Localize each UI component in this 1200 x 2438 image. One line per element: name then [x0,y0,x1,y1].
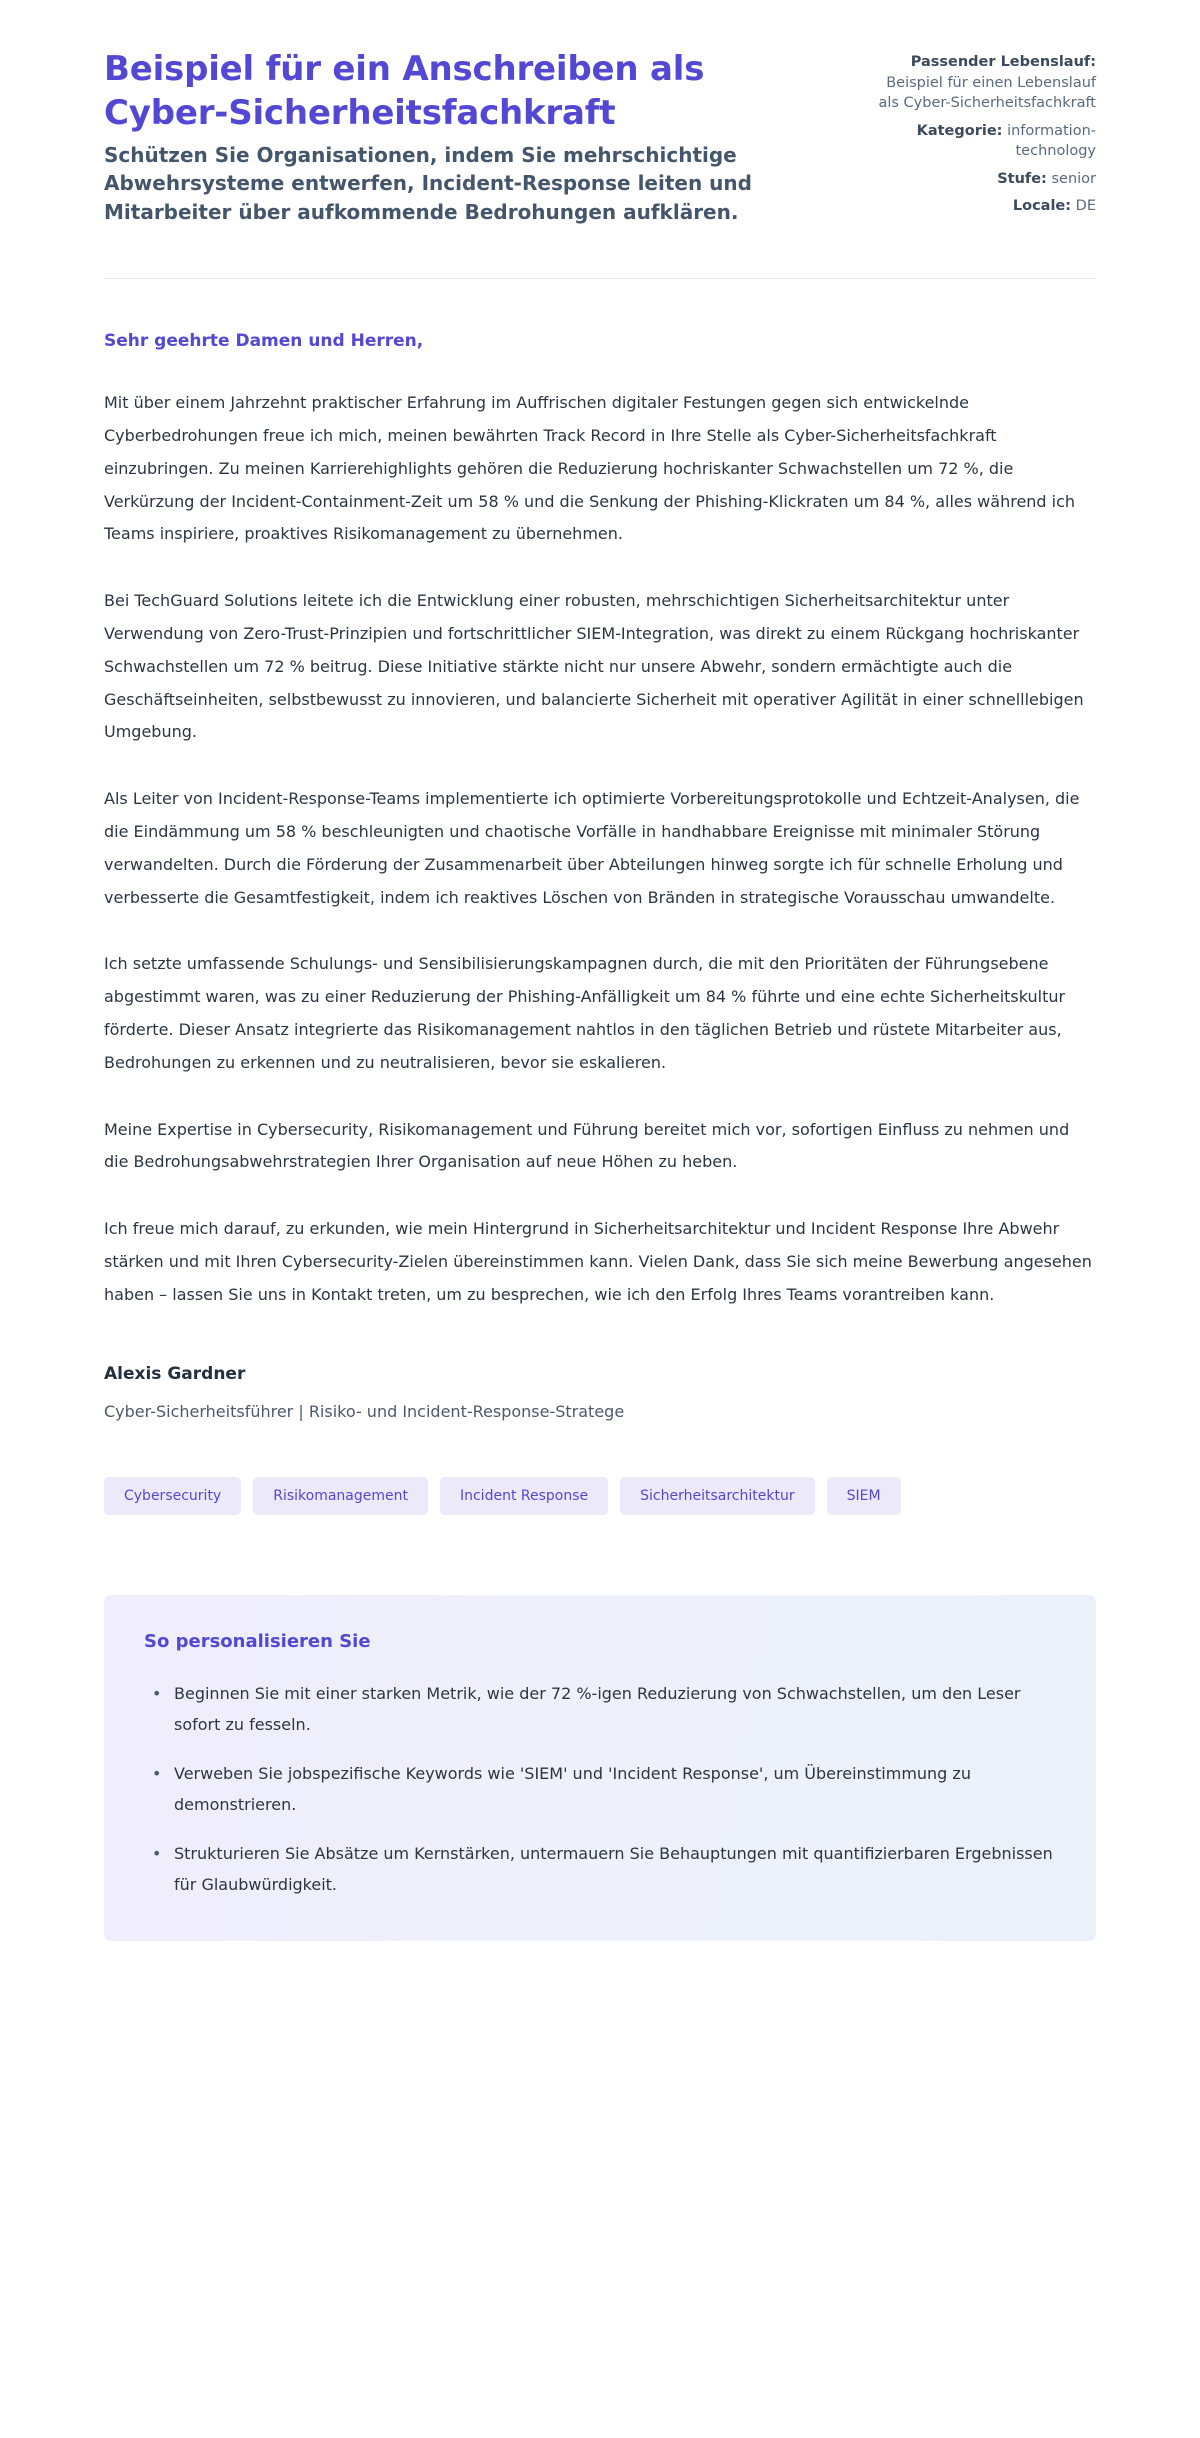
skill-tag[interactable]: Cybersecurity [104,1477,241,1515]
letter-salutation: Sehr geehrte Damen und Herren, [104,331,424,352]
personalization-tips-panel [104,1595,1096,1941]
skill-tag-list [0,1421,1200,1515]
skill-tag[interactable]: Risikomanagement [253,1477,428,1515]
meta-label-locale: Locale: [1012,198,1072,215]
tips-list-item: • Verweben Sie jobspezifische Keywords wie 'SIEM' und 'Incident Response', um Übereinstimmung zu demonstrieren. [144,1758,1056,1820]
letter-paragraph: Als Leiter von Incident-Response-Teams implementierte ich optimierte Vorbereitungsprotokolle und Echtzeit-Analysen, die die Eindämmung um 58 % beschleunigten und chaotische Vorfälle in handhabbare Ereignisse mit minimaler Störung verwandelten. Durch die Förderung der Zusammenarbeit über Abteilungen hinweg sorgte ich für schnelle Erholung und verbesserte die Gesamtfestigkeit, indem ich reaktives Löschen von Bränden in strategische Vorausschau umwandelte. [104,789,1080,907]
letter-paragraph: Bei TechGuard Solutions leitete ich die Entwicklung einer robusten, mehrschichtigen Sicherheitsarchitektur unter Verwendung von Zero-Trust-Prinzipien und fortschrittlicher SIEM-Integration, was direkt zu einem Rückgang hochriskanter Schwachstellen um 72 % beitrug. Diese Initiative stärkte nicht nur unsere Abwehr, sondern ermächtigte auch die Geschäftseinheiten, selbstbewusst zu innovieren, und balancierte Sicherheit mit operativer Agilität in einer schnelllebigen Umgebung. [104,591,1084,742]
page-subtitle: Schützen Sie Organisationen, indem Sie mehrschichtige Abwehrsysteme entwerfen, Incident-Response leiten und Mitarbeiter über aufkommende Bedrohungen aufklären. [104,143,752,224]
header-title-block [104,48,804,226]
letter-paragraph: Mit über einem Jahrzehnt praktischer Erfahrung im Auffrischen digitaler Festungen gegen sich entwickelnde Cyberbedrohungen freue ich mich, meinen bewährten Track Record in Ihre Stelle als Cyber-Sicherheitsfachkraft einzubringen. Zu meinen Karrierehighlights gehören die Reduzierung hochriskanter Schwachstellen um 72 %, die Verkürzung der Incident-Containment-Zeit um 58 % und die Senkung der Phishing-Klickraten um 84 %, alles während ich Teams inspiriere, proaktives Risikomanagement zu übernehmen. [104,393,1076,544]
meta-value-matching-resume[interactable]: Beispiel für einen Lebenslauf als Cyber-Sicherheitsfachkraft [878,74,1096,112]
meta-row-level [866,169,1096,190]
letter-paragraph: Ich freue mich darauf, zu erkunden, wie mein Hintergrund in Sicherheitsarchitektur und Incident Response Ihre Abwehr stärken und mit Ihren Cybersecurity-Zielen übereinstimmen kann. Vielen Dank, dass Sie sich meine Bewerbung angesehen haben – lassen Sie uns in Kontakt treten, um zu besprechen, wie ich den Erfolg Ihres Teams vorantreiben kann. [104,1219,1092,1304]
skill-tag[interactable]: SIEM [827,1477,901,1515]
letter-body [0,279,1200,1311]
tips-list-item: • Strukturieren Sie Absätze um Kernstärken, untermauern Sie Behauptungen mit quantifizierbaren Ergebnissen für Glaubwürdigkeit. [144,1838,1056,1900]
skill-tag[interactable]: Incident Response [440,1477,608,1515]
tips-panel-title: So personalisieren Sie [144,1630,371,1652]
tips-list [144,1678,1056,1901]
meta-value-level: senior [1051,170,1096,187]
meta-value-locale: DE [1075,198,1096,215]
signature-block [0,1312,1200,1421]
skill-tag[interactable]: Sicherheitsarchitektur [620,1477,814,1515]
meta-row-matching-resume [866,52,1096,114]
tips-list-item: • Beginnen Sie mit einer starken Metrik, wie der 72 %-igen Reduzierung von Schwachstellen, um den Leser sofort zu fesseln. [144,1678,1056,1740]
letter-paragraph: Meine Expertise in Cybersecurity, Risikomanagement und Führung bereitet mich vor, sofortigen Einfluss zu nehmen und die Bedrohungsabwehrstrategien Ihrer Organisation auf neue Höhen zu heben. [104,1119,1070,1172]
document-metadata [866,48,1096,217]
meta-label-level: Stufe: [997,170,1047,187]
meta-label-category: Kategorie: [916,122,1003,139]
signer-role: Cyber-Sicherheitsführer | Risiko- und Incident-Response-Stratege [104,1401,625,1421]
meta-label-matching-resume: Passender Lebenslauf: [910,54,1096,70]
meta-value-category: information-technology [1007,122,1096,160]
page-title: Beispiel für ein Anschreiben als Cyber-Sicherheitsfachkraft [104,49,705,133]
meta-row-category [866,121,1096,162]
letter-paragraph: Ich setzte umfassende Schulungs- und Sensibilisierungskampagnen durch, die mit den Prioritäten der Führungsebene abgestimmt waren, was zu einer Reduzierung der Phishing-Anfälligkeit um 84 % führte und eine echte Sicherheitskultur förderte. Dieser Ansatz integrierte das Risikomanagement nahtlos in den täglichen Betrieb und rüstete Mitarbeiter aus, Bedrohungen zu erkennen und zu neutralisieren, bevor sie eskalieren. [104,954,1066,1072]
signer-name: Alexis Gardner [104,1363,246,1384]
page-header [0,0,1200,226]
meta-row-locale [866,196,1096,217]
